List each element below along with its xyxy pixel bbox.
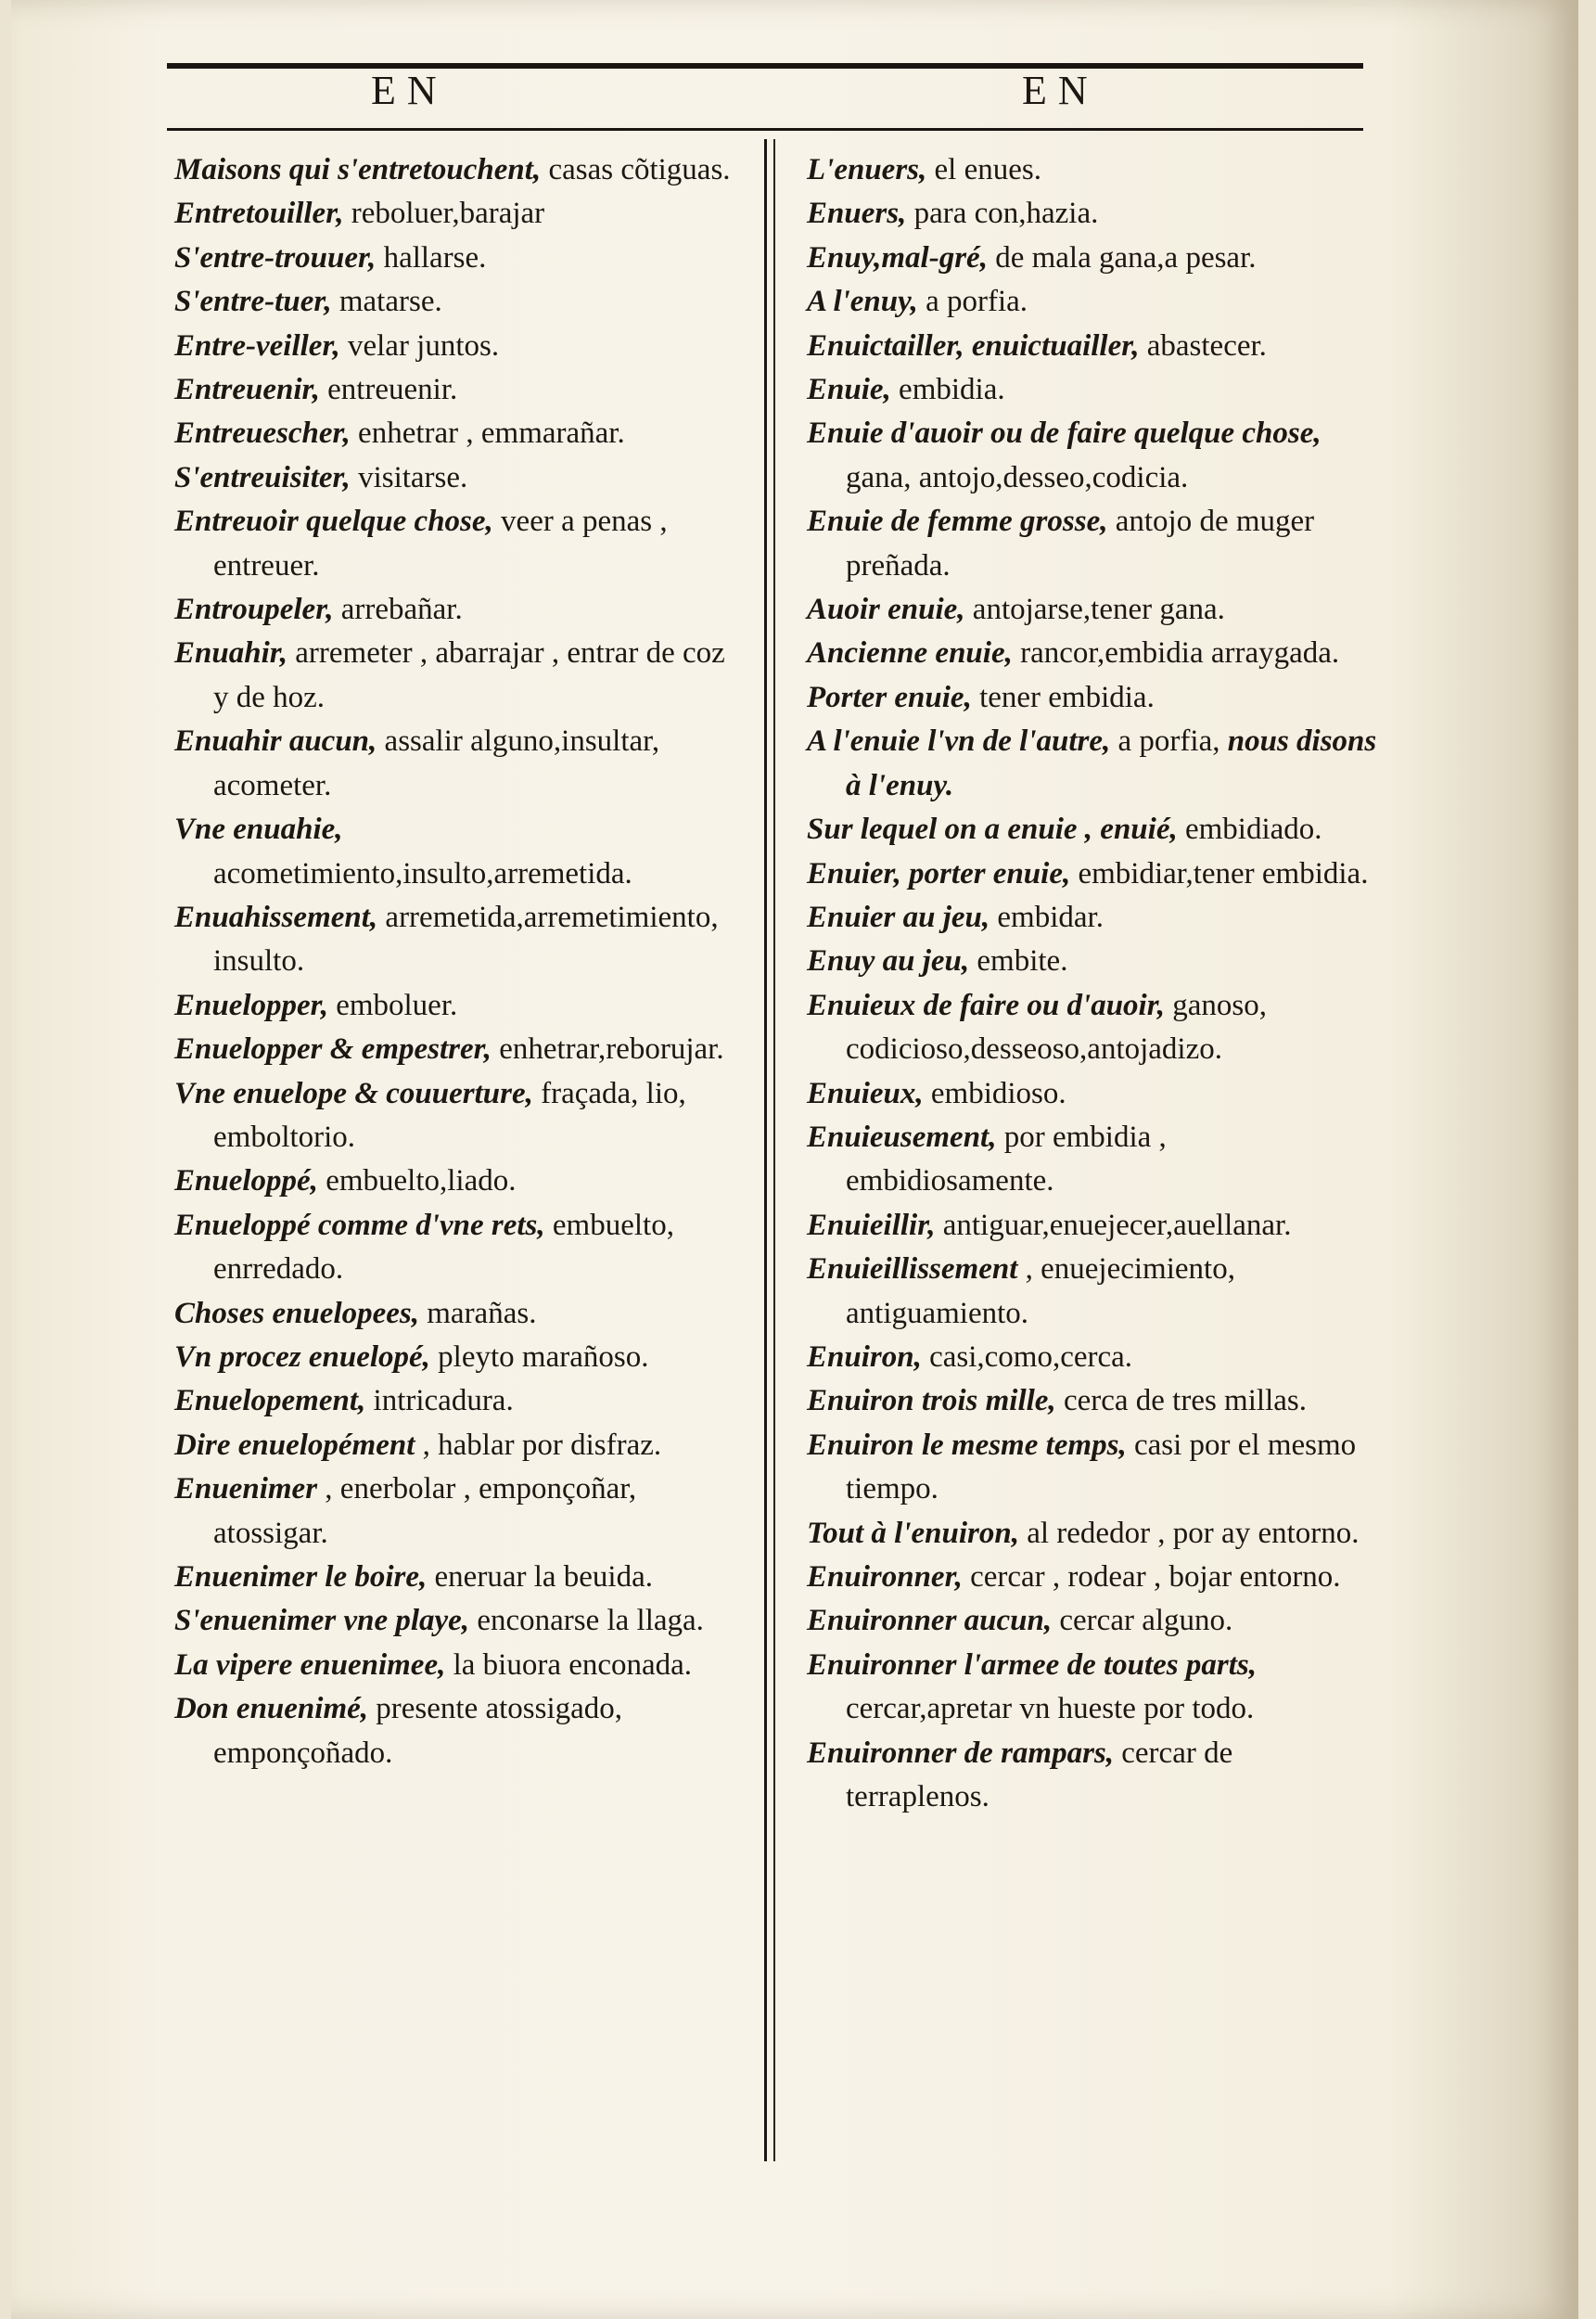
dictionary-entry [174,500,742,588]
dictionary-entry [807,1379,1382,1423]
translation: cercar , rodear , bojar entorno. [962,1560,1341,1594]
dictionary-entry [807,1336,1382,1379]
translation: casas cõtiguas. [541,153,731,186]
translation: rancor,embidia arraygada. [1012,636,1340,671]
translation: antiguar,enuejecer,auellanar. [935,1208,1292,1242]
headword: A l'enuie l'vn de l'autre, [807,724,1111,759]
headword: Enuiron le mesme temps, [807,1428,1127,1462]
headword: S'entreuisiter, [174,460,351,494]
dictionary-entry [174,984,742,1028]
running-head-left: EN [371,68,448,113]
translation: arrebañar. [333,593,463,627]
dictionary-entry [807,280,1382,324]
headword: Enuironner, [807,1560,963,1594]
dictionary-entry [807,237,1382,280]
headword: Entre-veiller, [174,328,340,363]
headword: Vn procez enuelopé, [174,1339,430,1374]
dictionary-entry [807,1116,1382,1204]
dictionary-entry [174,192,742,236]
dictionary-entry [174,456,742,500]
headword: Enuiron, [807,1339,922,1374]
headword: Entreuenir, [174,373,320,407]
translation: pleyto marañoso. [429,1339,649,1374]
top-rule [167,63,1363,69]
dictionary-entry [807,984,1382,1072]
dictionary-entry [807,1599,1382,1643]
dictionary-entry [174,280,742,324]
header-rule [167,128,1363,131]
headword: Enuers, [807,197,907,231]
dictionary-entry [807,325,1382,368]
dictionary-entry [174,1467,742,1556]
headword: Enuieux de faire ou d'auoir, [807,988,1165,1022]
headword: A l'enuy, [807,285,918,319]
translation: enhetrar , emmarañar. [350,416,625,451]
translation: , hablar por disfraz. [415,1428,662,1462]
translation: eneruar la beuida. [427,1560,653,1594]
dictionary-entry [807,412,1382,500]
translation: embuelto, enrredado. [213,1208,674,1287]
translation: cerca de tres millas. [1055,1384,1307,1418]
translation: enconarse la llaga. [469,1604,704,1638]
left-column [174,148,742,1775]
translation: , enuejecimiento, antiguamiento. [846,1252,1235,1330]
translation: embite. [969,944,1068,979]
headword: Enuie d'auoir ou de faire quelque chose, [807,416,1321,451]
headword: Enuahir, [174,636,288,671]
translation: emboluer. [327,988,458,1022]
dictionary-entry [807,1248,1382,1336]
headword: Enuenimer [174,1472,318,1506]
headword: Porter enuie, [807,680,972,714]
headword: Enuictailler, enuictuailler, [807,328,1140,363]
dictionary-entry [807,148,1382,192]
headword: Enuiron trois mille, [807,1384,1056,1418]
translation: casi por el mesmo tiempo. [846,1428,1357,1506]
dictionary-entry [174,1424,742,1467]
headword: Enuieillissement [807,1252,1018,1287]
dictionary-entry [174,1072,742,1160]
dictionary-entry [807,1644,1382,1732]
headword: Enuironner l'armee de toutes parts, [807,1647,1257,1682]
translation: gana, antojo,desseo,codicia. [846,460,1189,494]
headword: Choses enuelopees, [174,1296,419,1330]
translation: entreuenir. [319,373,458,407]
translation: embidiado. [1177,813,1322,847]
headword: Sur lequel on a enuie , enuié, [807,813,1178,847]
dictionary-entry [807,632,1382,675]
headword: Maisons qui s'entretouchent, [174,153,542,186]
translation: fraçada, lio, emboltorio. [213,1076,686,1154]
dictionary-entry [174,325,742,368]
translation: por embidia , embidiosamente. [846,1120,1167,1198]
headword: S'entre-trouuer, [174,240,377,275]
dictionary-entry [807,940,1382,983]
dictionary-entry [174,1292,742,1336]
translation: reboluer,barajar [343,197,545,231]
headword: Entreuescher, [174,416,351,451]
headword: Enueloppé, [174,1164,318,1198]
headword: Enuy,mal-gré, [807,240,988,275]
headword: La vipere enuenimee, [174,1647,446,1682]
headword: Enueloppé comme d'vne rets, [174,1208,545,1242]
headword: Enuieillir, [807,1208,936,1242]
dictionary-entry [807,720,1382,808]
translation: al rededor , por ay entorno. [1018,1516,1360,1550]
column-divider [764,139,767,2161]
translation: cercar de terraplenos. [846,1736,1233,1814]
headword: Dire enuelopément [174,1428,415,1462]
headword: Enuironner aucun, [807,1604,1053,1638]
headword: Vne enuahie, [174,813,343,847]
translation: veer a penas , entreuer. [213,505,668,583]
translation: hallarse. [376,240,487,275]
translation: embidioso. [923,1076,1066,1110]
dictionary-entry [807,896,1382,940]
dictionary-entry [174,1556,742,1599]
headword: Tout à l'enuiron, [807,1516,1019,1550]
dictionary-entry [807,192,1382,236]
dictionary-entry [174,588,742,632]
translation: acometimiento,insulto,arremetida. [213,856,632,890]
translation: a porfia, [1110,724,1220,759]
right-column [807,148,1382,1819]
translation: tener embidia. [971,680,1155,714]
headword: S'enuenimer vne playe, [174,1604,470,1638]
headword: Enuahissement, [174,900,378,934]
dictionary-entry [807,1424,1382,1512]
dictionary-entry [174,896,742,984]
dictionary-entry [174,632,742,720]
dictionary-entry [807,852,1382,896]
translation: antojarse,tener gana. [964,593,1225,627]
dictionary-entry [174,1204,742,1292]
headword: Entretouiller, [174,197,344,231]
headword: Auoir enuie, [807,593,965,627]
dictionary-entry [807,1732,1382,1820]
headword: Enuie de femme grosse, [807,505,1108,539]
translation: embidia. [890,373,1005,407]
translation: arremetida,arremetimiento, insulto. [213,900,719,979]
dictionary-entry [807,588,1382,632]
headword: Enuy au jeu, [807,944,970,979]
headword: Enuieux, [807,1076,924,1110]
translation: marañas. [419,1296,537,1330]
headword: Enuenimer le boire, [174,1560,428,1594]
headword: Vne enuelope & couuerture, [174,1076,533,1110]
headword: S'entre-tuer, [174,285,332,319]
dictionary-entry [174,1336,742,1379]
translation: , enerbolar , emponçoñar, atossigar. [213,1472,637,1550]
dictionary-entry [174,1160,742,1203]
dictionary-entry [174,808,742,896]
translation: embuelto,liado. [317,1164,517,1198]
translation: casi,como,cerca. [921,1339,1133,1374]
dictionary-entry [174,412,742,455]
dictionary-entry [807,1204,1382,1248]
headword: Enuelopper, [174,988,328,1022]
dictionary-entry [807,1556,1382,1599]
headword: Enuelopement, [174,1384,366,1418]
translation: embidar. [990,900,1104,934]
translation: arremeter , abarrajar , entrar de coz y de hoz. [213,636,725,714]
translation: visitarse. [350,460,468,494]
translation: enhetrar,reborujar. [491,1032,724,1067]
headword-note: nous disons à l'enuy. [846,724,1377,802]
column-divider-inner [773,139,775,2161]
translation: el enues. [926,153,1041,186]
headword: L'enuers, [807,153,927,186]
headword: Enuahir aucun, [174,724,377,759]
translation: assalir alguno,insultar, acometer. [213,724,660,802]
headword: Enuironner de rampars, [807,1736,1115,1770]
translation: abastecer. [1139,328,1267,363]
dictionary-entry [174,148,742,192]
running-head-right: EN [1022,68,1099,113]
translation: de mala gana,a pesar. [987,240,1257,275]
headword: Ancienne enuie, [807,636,1013,671]
translation: embidiar,tener embidia. [1070,856,1369,890]
headword: Entreuoir quelque chose, [174,505,493,539]
translation: la biuora enconada. [445,1647,693,1682]
book-page [11,0,1578,2319]
translation: antojo de muger preñada. [846,505,1315,583]
dictionary-entry [174,720,742,808]
translation: velar juntos. [339,328,500,363]
headword: Enuier, porter enuie, [807,856,1071,890]
headword: Enuelopper & empestrer, [174,1032,492,1067]
dictionary-entry [174,1687,742,1775]
translation: cercar alguno. [1052,1604,1233,1638]
translation: presente atossigado, emponçoñado. [213,1692,623,1770]
dictionary-entry [807,1072,1382,1116]
dictionary-entry [807,1512,1382,1556]
dictionary-entry [807,676,1382,720]
translation: intricadura. [365,1384,514,1418]
dictionary-entry [807,368,1382,412]
headword: Enuieusement, [807,1120,997,1154]
dictionary-entry [174,1028,742,1071]
headword: Enuier au jeu, [807,900,990,934]
headword: Enuie, [807,373,891,407]
headword: Don enuenimé, [174,1692,369,1726]
dictionary-entry [174,368,742,412]
translation: a porfia. [917,285,1028,319]
dictionary-entry [807,808,1382,852]
translation: matarse. [331,285,442,319]
dictionary-entry [807,500,1382,588]
dictionary-entry [174,237,742,280]
translation: cercar,apretar vn hueste por todo. [846,1692,1255,1726]
headword: Entroupeler, [174,593,334,627]
dictionary-entry [174,1599,742,1643]
translation: para con,hazia. [906,197,1099,231]
dictionary-entry [174,1644,742,1687]
dictionary-entry [174,1379,742,1423]
translation: ganoso, codicioso,desseoso,antojadizo. [846,988,1267,1067]
